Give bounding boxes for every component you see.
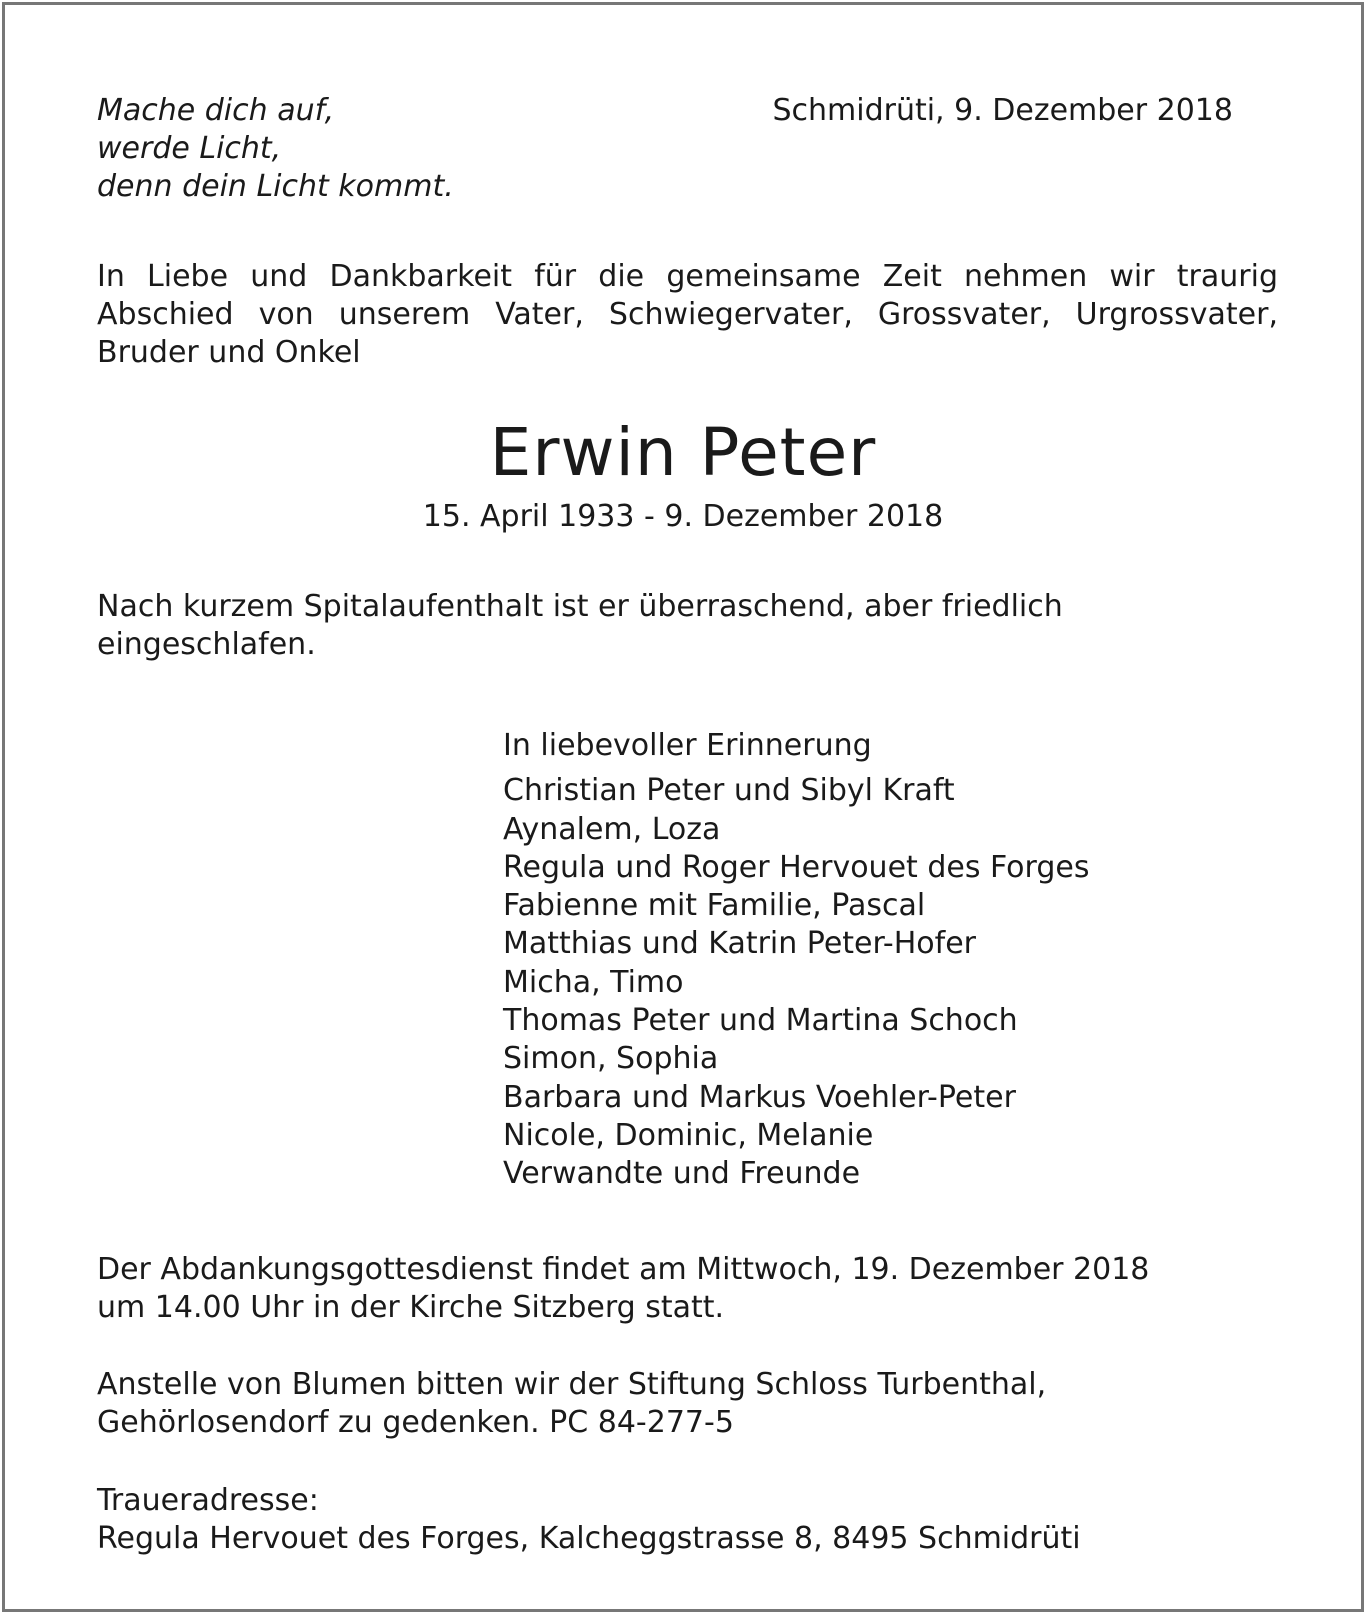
motto-line: werde Licht,	[97, 131, 282, 166]
address-label: Traueradresse:	[97, 1483, 319, 1518]
donation-line: Gehörlosendorf zu gedenken. PC 84-277-5	[97, 1405, 734, 1440]
mourning-address	[97, 1482, 1278, 1558]
mourner-entry: Aynalem, Loza	[503, 811, 721, 847]
motto-verse	[97, 92, 454, 206]
mourners-heading: In liebevoller Erinnerung	[503, 728, 872, 763]
mourner-entry: Micha, Timo	[503, 964, 684, 1000]
mourner-entry: Fabienne mit Familie, Pascal	[503, 888, 926, 924]
mourner-entry: Regula und Roger Hervouet des Forges	[503, 849, 1090, 885]
deceased-name: Erwin Peter	[489, 414, 877, 491]
address-value: Regula Hervouet des Forges, Kalcheggstrasse 8, 8495 Schmidrüti	[97, 1521, 1081, 1556]
mourner-entry: Matthias und Katrin Peter-Hofer	[503, 926, 977, 962]
motto-line: denn dein Licht kommt.	[97, 169, 454, 204]
service-line: Der Abdankungsgottesdienst findet am Mittwoch, 19. Dezember 2018	[97, 1252, 1150, 1287]
mourner-entry: Nicole, Dominic, Melanie	[503, 1117, 874, 1153]
mourner-entry: Thomas Peter und Martina Schoch	[503, 1003, 1018, 1039]
passing-note: Nach kurzem Spitalaufenthalt ist er überraschend, aber friedlich eingeschlafen.	[97, 589, 1063, 662]
service-line: um 14.00 Uhr in der Kirche Sitzberg statt.	[97, 1290, 725, 1325]
lifespan: 15. April 1933 - 9. Dezember 2018	[422, 499, 944, 534]
mourner-entry: Simon, Sophia	[503, 1041, 719, 1077]
intro-paragraph: In Liebe und Dankbarkeit für die gemeinsame Zeit nehmen wir traurig Abschied von unserem Vater, Schwiegervater, Grossvater, Urgrossvater, Bruder und Onkel	[97, 259, 1278, 370]
mourner-entry: Christian Peter und Sibyl Kraft	[503, 773, 955, 809]
mourner-entry: Verwandte und Freunde	[503, 1156, 861, 1192]
service-info	[97, 1251, 1278, 1327]
donation-info	[97, 1366, 1278, 1442]
place-date: Schmidrüti, 9. Dezember 2018	[772, 93, 1233, 128]
motto-line: Mache dich auf,	[97, 93, 335, 128]
mourners-list	[503, 727, 1089, 1194]
mourner-entry: Barbara und Markus Voehler-Peter	[503, 1079, 1016, 1115]
obituary-notice	[2, 2, 1364, 1612]
donation-line: Anstelle von Blumen bitten wir der Stiftung Schloss Turbenthal,	[97, 1367, 1047, 1402]
